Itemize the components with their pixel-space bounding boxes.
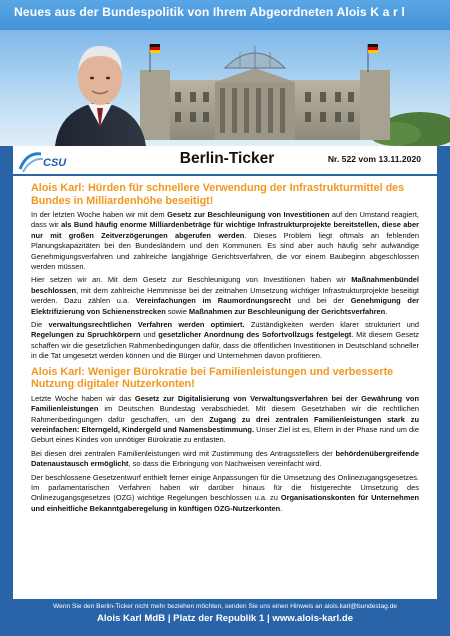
unsubscribe-note[interactable]: Wenn Sie den Berlin-Ticker nicht mehr beziehen möchten, senden Sie uns einen Hinweis an alois.karl@bundestag.de: [53, 603, 397, 610]
csu-logo-text: CSU: [43, 157, 67, 169]
newsletter-content: [13, 176, 437, 599]
newsletter-footer: [0, 599, 450, 636]
issue-number-date: Nr. 522 vom 13.11.2020: [327, 154, 421, 164]
article-1-headline: Alois Karl: Hürden für schnellere Verwendung der Infrastrukturmittel des Bundes in Milliardenhöhe beseitigt!: [31, 182, 405, 207]
reichstag-photo-illustration: [0, 30, 450, 146]
article-2-paragraph-1: Letzte Woche haben wir das Gesetz zur Digitalisierung von Verwaltungsverfahren bei der Gewährung von Familienleistungen im Deutschen Bundestag verabschiedet. Mit diesem Gesetzhaben wir die rechtlichen Rahmenbedingungen dafür geschaffen, um den Zugang zu drei zentralen Familienleistungen stark zu vereinfachen: Elterngeld, Kindergeld und Namensbestimmung. Unser Ziel ist es, Eltern in der Phase rund um die Geburt eines Kindes von unnötiger Bürokratie zu entlasten.: [31, 393, 420, 445]
newsletter-title: Neues aus der Bundespolitik von Ihrem Abgeordneten Alois K a r l: [14, 5, 405, 19]
header-photo: [0, 30, 450, 146]
footer-contact-line[interactable]: Alois Karl MdB | Platz der Republik 1 | www.alois-karl.de: [96, 613, 354, 624]
article-2-paragraph-2: Bei diesen drei zentralen Familienleistungen wird mit Zustimmung des Antragsstellers der behördenübergreifende Datenaustausch ermöglicht, so dass die Erbringung von Nachweisen vereinfacht wird.: [31, 448, 419, 469]
article-1-paragraph-2: Hier setzen wir an. Mit dem Gesetz zur Beschleunigung von Investitionen haben wir Maßnahmenbündel beschlossen, mit dem zahlreiche Hemmnisse bei der zeitnahen Umsetzung wichtiger Infrastrukturprojekte beseitigt werden. Dazu zählen u.a. Vereinfachungen im Raumordnungsrecht und bei der Genehmigung der Elektrifizierung von Schienenstrecken sowie Maßnahmen zur Beschleunigung der Gerichtsverfahren.: [31, 275, 419, 316]
ticker-title: Berlin-Ticker: [179, 150, 275, 167]
article-2-paragraph-3: Der beschlossene Gesetzentwurf enthielt ferner einige Anpassungen für die Umsetzung des Onlinezugangsgesetzes. Im parlamentarischen Verfahren haben wir darüber hinaus für die fristgerechte Umsetzung des Onlinezugangsgesetzes (OZG) wichtige Regelungen beschlossen u.a. zu Organisationskonten für Unternehmen und einheitliche Bekanntgaberegelung in künftigen OZG-Nutzerkonten.: [31, 472, 420, 513]
article-2-headline: Alois Karl: Weniger Bürokratie bei Familienleistungen und verbesserte Nutzung digitaler Nutzerkonten!: [31, 365, 394, 391]
newsletter-header: [0, 0, 450, 146]
article-1-paragraph-3: Die verwaltungsrechtlichen Verfahren werden optimiert. Zuständigkeiten werden klarer strukturiert und Regelungen zu Spruchkörpern und gesetzlicher Anordnung des Sofortvollzugs festgelegt. Mit diesem Gesetz schaffen wir die gesetzlichen Rahmenbedingungen dafür, dass die öffentlichen Investitionen in Deutschland schneller in die Tat umgesetzt werden können und die Bürger und Unternehmen davon profitieren.: [31, 320, 419, 361]
ticker-bar: [13, 146, 437, 176]
article-1-paragraph-1: In der letzten Woche haben wir mit dem Gesetz zur Beschleunigung von Investitionen auf den Umstand reagiert, dass wir als Bund häufig enorme Milliardenbeträge für wichtige Infrastrukturprojekte bereitstellen, diese aber nur mit großen Zeitverzögerungen abgerufen werden. Dieses Problem liegt oftmals an fehlenden Planungskapazitäten bei den Bundesländern und den Kommunen. Es sind aber auch häufig sehr aufwändige Genehmigungsverfahren und zahlreiche langjährige Gerichtsverfahren, die vor einem Baubeginn abgeschlossen werden müssen.: [31, 210, 419, 272]
